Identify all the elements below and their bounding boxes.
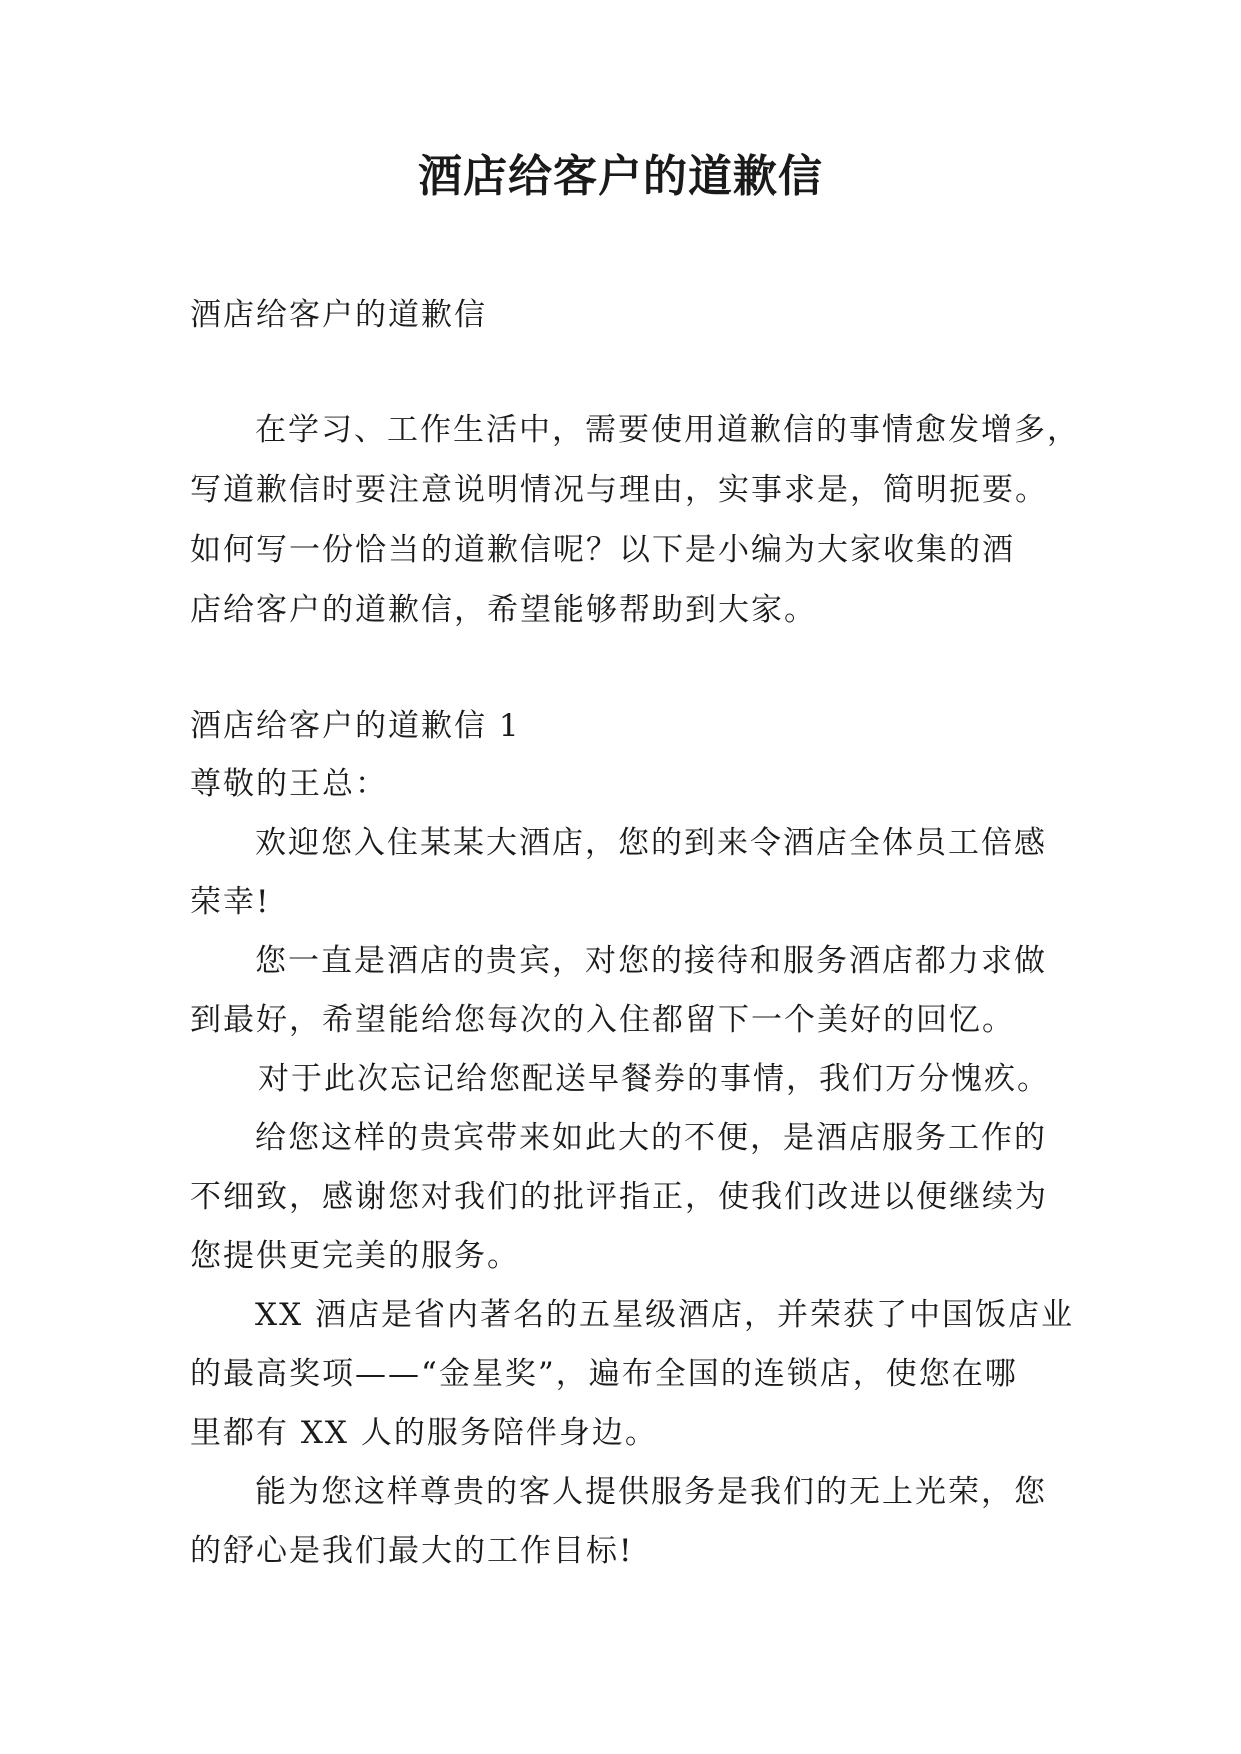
body-line: 欢迎您入住某某大酒店，您的到来令酒店全体员工倍感: [255, 825, 1047, 861]
body-line: XX 酒店是省内著名的五星级酒店，并荣获了中国饭店业: [255, 1297, 1074, 1333]
document-subtitle: 酒店给客户的道歉信: [190, 297, 487, 333]
body-line: 不细致，感谢您对我们的批评指正，使我们改进以便继续为: [190, 1179, 1048, 1215]
body-line: 里都有 XX 人的服务陪伴身边。: [190, 1415, 658, 1451]
intro-line: 如何写一份恰当的道歉信呢？以下是小编为大家收集的酒: [190, 532, 1015, 568]
section-heading: 酒店给客户的道歉信 1: [190, 708, 521, 744]
body-line: 您一直是酒店的贵宾，对您的接待和服务酒店都力求做: [255, 943, 1047, 979]
body-line: 的舒心是我们最大的工作目标!: [190, 1533, 634, 1569]
body-line: 的最高奖项——“金星奖”，遍布全国的连锁店，使您在哪: [190, 1356, 1018, 1392]
body-line: 您提供更完美的服务。: [190, 1238, 520, 1274]
body-line: 到最好，希望能给您每次的入住都留下一个美好的回忆。: [190, 1002, 1015, 1038]
body-line: 对于此次忘记给您配送早餐券的事情，我们万分愧疚。: [258, 1061, 1050, 1097]
intro-line: 在学习、工作生活中，需要使用道歉信的事情愈发增多，: [255, 412, 1080, 448]
body-line: 荣幸!: [190, 884, 271, 920]
body-line: 给您这样的贵宾带来如此大的不便，是酒店服务工作的: [255, 1120, 1047, 1156]
salutation: 尊敬的王总：: [190, 766, 388, 802]
document-title: 酒店给客户的道歉信: [418, 151, 823, 202]
body-line: 能为您这样尊贵的客人提供服务是我们的无上光荣，您: [255, 1474, 1047, 1510]
intro-line: 写道歉信时要注意说明情况与理由，实事求是，简明扼要。: [190, 472, 1048, 508]
intro-line: 店给客户的道歉信，希望能够帮助到大家。: [190, 592, 817, 628]
